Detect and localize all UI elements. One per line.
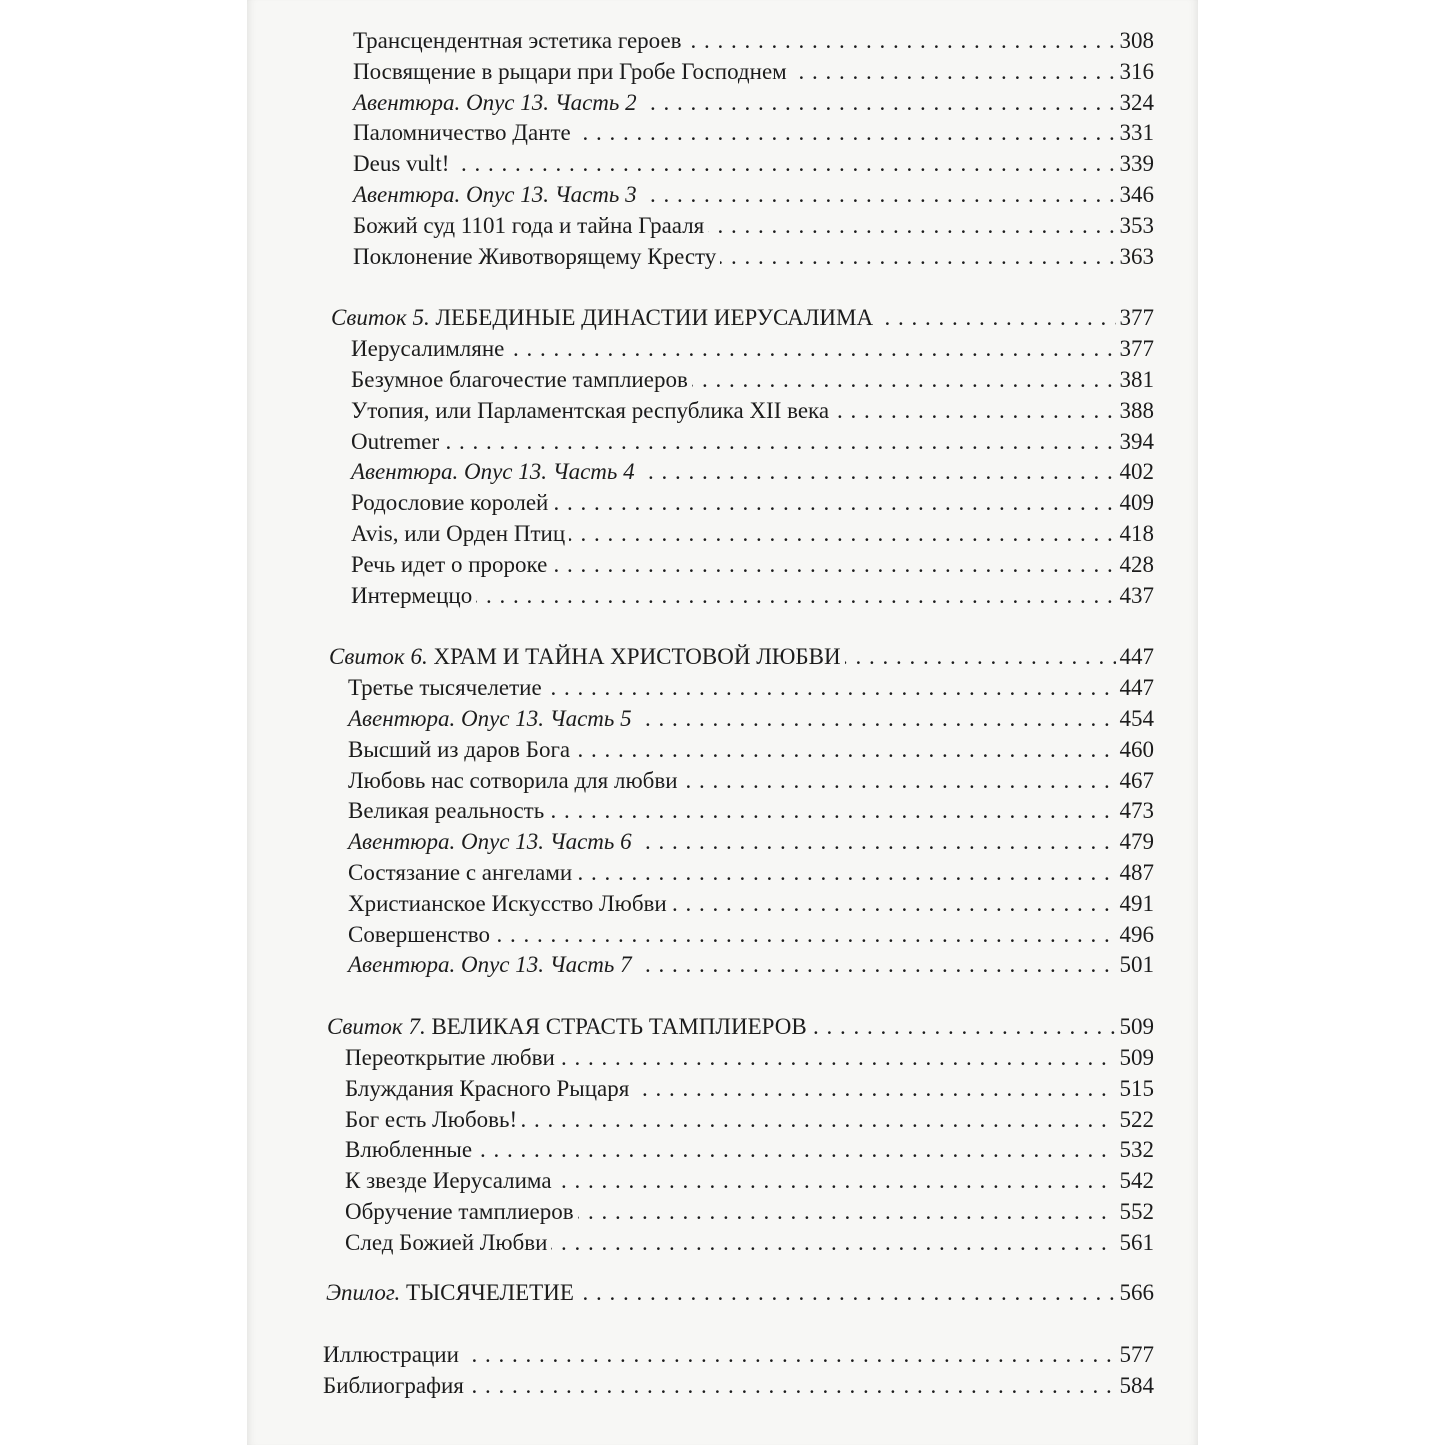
toc-entry-title: Avis, или Орден Птиц — [351, 521, 569, 546]
toc-entry[interactable] — [247, 735, 1198, 766]
toc-group-scroll-4-continued — [247, 26, 1198, 272]
toc-entry-title: Авентюра. Опус 13. Часть 7 — [348, 952, 636, 977]
page-number: 363 — [1116, 242, 1155, 273]
page-number: 509 — [1116, 1012, 1155, 1043]
toc-entry-title: Влюбленные — [345, 1137, 476, 1162]
toc-entry[interactable] — [247, 1074, 1198, 1105]
toc-entry-title: Обручение тамплиеров — [345, 1199, 578, 1224]
toc-entry-title: Бог есть Любовь! — [345, 1107, 521, 1132]
page-number: 447 — [1116, 673, 1155, 704]
toc-entry-title: Библиография — [323, 1373, 468, 1398]
toc-heading-scroll-5[interactable] — [247, 303, 1198, 334]
toc-entry-title: След Божией Любви — [345, 1230, 551, 1255]
toc-entry[interactable] — [247, 57, 1198, 88]
page-number: 308 — [1116, 26, 1155, 57]
book-page — [247, 0, 1198, 1445]
toc-heading-scroll-6[interactable] — [247, 642, 1198, 673]
scroll-title: ЛЕБЕДИНЫЕ ДИНАСТИИ ИЕРУСАЛИМА — [435, 305, 874, 331]
toc-entry-title: Трансцендентная эстетика героев — [353, 28, 686, 53]
page-number: 394 — [1116, 427, 1155, 458]
toc-entry-title: Высший из даров Бога — [348, 737, 574, 762]
page-number: 473 — [1116, 796, 1155, 827]
toc-entry[interactable] — [247, 180, 1198, 211]
epilogue-title: ТЫСЯЧЕЛЕТИЕ — [406, 1280, 574, 1306]
toc-entry[interactable] — [247, 149, 1198, 180]
toc-entry-title: Авентюра. Опус 13. Часть 4 — [351, 459, 639, 484]
toc-entry[interactable] — [247, 1043, 1198, 1074]
toc-entry-title: Состязание с ангелами — [348, 860, 576, 885]
toc-entry-title: Божий суд 1101 года и тайна Грааля — [353, 213, 708, 238]
toc-heading-scroll-7[interactable] — [247, 1012, 1198, 1043]
scroll-title: ВЕЛИКАЯ СТРАСТЬ ТАМПЛИЕРОВ — [431, 1014, 807, 1040]
toc-heading-epilogue[interactable] — [247, 1278, 1198, 1309]
page-number: 447 — [1116, 642, 1155, 673]
toc-entry[interactable] — [247, 26, 1198, 57]
page-number: 467 — [1116, 766, 1155, 797]
toc-entry-title: Любовь нас сотворила для любви — [348, 768, 682, 793]
toc-entry[interactable] — [247, 673, 1198, 704]
toc-entry[interactable] — [247, 858, 1198, 889]
toc-entry-title: Интермеццо — [351, 583, 476, 608]
page-number: 377 — [1116, 303, 1155, 334]
page-number: 501 — [1116, 950, 1155, 981]
toc-entry[interactable] — [247, 581, 1198, 612]
toc-entry[interactable] — [247, 550, 1198, 581]
toc-entry-title: Родословие королей — [351, 490, 552, 515]
page-number: 532 — [1116, 1135, 1155, 1166]
toc-entry[interactable] — [247, 365, 1198, 396]
toc-entry-title: Речь идет о пророке — [351, 552, 551, 577]
toc-entry[interactable] — [247, 704, 1198, 735]
page-number: 388 — [1116, 396, 1155, 427]
toc-entry-title: Блуждания Красного Рыцаря — [345, 1076, 633, 1101]
toc-entry[interactable] — [247, 211, 1198, 242]
toc-entry-title: Утопия, или Парламентская республика XII века — [351, 398, 833, 423]
toc-entry[interactable] — [247, 766, 1198, 797]
toc-entry-title: Паломничество Данте — [353, 120, 575, 145]
page-number: 566 — [1116, 1278, 1155, 1309]
toc-entry-title: Авентюра. Опус 13. Часть 6 — [348, 829, 636, 854]
toc-entry[interactable] — [247, 827, 1198, 858]
toc-entry-title: К звезде Иерусалима — [345, 1168, 556, 1193]
page-number: 437 — [1116, 581, 1155, 612]
toc-entry-title: Третье тысячелетие — [348, 675, 546, 700]
page-number: 515 — [1116, 1074, 1155, 1105]
epilogue-label: Эпилог. — [326, 1280, 401, 1306]
toc-entry[interactable] — [247, 457, 1198, 488]
page-number: 552 — [1116, 1197, 1155, 1228]
toc-group-scroll-5 — [247, 334, 1198, 611]
toc-entry[interactable] — [247, 488, 1198, 519]
toc-entry-title: Поклонение Животворящему Кресту — [353, 244, 720, 269]
toc-entry[interactable] — [247, 796, 1198, 827]
page-number: 487 — [1116, 858, 1155, 889]
toc-group-scroll-7 — [247, 1043, 1198, 1259]
toc-entry[interactable] — [247, 889, 1198, 920]
toc-entry[interactable] — [247, 118, 1198, 149]
page-number: 509 — [1116, 1043, 1155, 1074]
toc-entry-title: Авентюра. Опус 13. Часть 2 — [353, 90, 641, 115]
page-number: 479 — [1116, 827, 1155, 858]
scroll-title: ХРАМ И ТАЙНА ХРИСТОВОЙ ЛЮБВИ — [433, 644, 841, 670]
page-number: 577 — [1116, 1340, 1155, 1371]
toc-entry-title: Авентюра. Опус 13. Часть 5 — [348, 706, 636, 731]
toc-entry[interactable] — [247, 1371, 1198, 1402]
page-number: 418 — [1116, 519, 1155, 550]
toc-entry-title: Deus vult! — [353, 151, 453, 176]
toc-entry[interactable] — [247, 950, 1198, 981]
toc-entry-title: Иерусалимляне — [351, 336, 508, 361]
table-of-contents — [247, 26, 1198, 1402]
toc-entry[interactable] — [247, 519, 1198, 550]
toc-entry-title: Совершенство — [348, 922, 494, 947]
toc-entry-title: Великая реальность — [348, 798, 548, 823]
scroll-label: Свиток 7. — [327, 1014, 426, 1040]
page-number: 331 — [1116, 118, 1155, 149]
toc-entry[interactable] — [247, 920, 1198, 951]
toc-entry[interactable] — [247, 1340, 1198, 1371]
page-number: 324 — [1116, 88, 1155, 119]
toc-entry[interactable] — [247, 427, 1198, 458]
toc-entry-title: Авентюра. Опус 13. Часть 3 — [353, 182, 641, 207]
toc-entry[interactable] — [247, 1135, 1198, 1166]
scroll-label: Свиток 5. — [331, 305, 430, 331]
toc-entry-title: Переоткрытие любви — [345, 1045, 559, 1070]
page-number: 381 — [1116, 365, 1155, 396]
page-number: 496 — [1116, 920, 1155, 951]
page-number: 353 — [1116, 211, 1155, 242]
page-number: 339 — [1116, 149, 1155, 180]
toc-entry[interactable] — [247, 1105, 1198, 1136]
page-number: 561 — [1116, 1228, 1155, 1259]
toc-entry[interactable] — [247, 88, 1198, 119]
page-number: 491 — [1116, 889, 1155, 920]
toc-entry-title: Иллюстрации — [323, 1342, 463, 1367]
toc-entry[interactable] — [247, 1166, 1198, 1197]
page-number: 460 — [1116, 735, 1155, 766]
page-number: 377 — [1116, 334, 1155, 365]
toc-group-scroll-6 — [247, 673, 1198, 981]
page-number: 346 — [1116, 180, 1155, 211]
page-number: 409 — [1116, 488, 1155, 519]
toc-entry[interactable] — [247, 334, 1198, 365]
toc-entry[interactable] — [247, 1228, 1198, 1259]
toc-entry[interactable] — [247, 1197, 1198, 1228]
toc-entry-title: Безумное благочестие тамплиеров — [351, 367, 692, 392]
toc-entry-title: Outremer — [351, 429, 443, 454]
page-number: 522 — [1116, 1105, 1155, 1136]
page-number: 428 — [1116, 550, 1155, 581]
scroll-label: Свиток 6. — [329, 644, 428, 670]
toc-entry-title: Посвящение в рыцари при Гробе Господнем — [353, 59, 791, 84]
page-number: 584 — [1116, 1371, 1155, 1402]
page-number: 454 — [1116, 704, 1155, 735]
toc-group-back-matter — [247, 1340, 1198, 1402]
toc-entry[interactable] — [247, 396, 1198, 427]
toc-entry[interactable] — [247, 242, 1198, 273]
page-number: 542 — [1116, 1166, 1155, 1197]
toc-entry-title: Христианское Искусство Любви — [348, 891, 671, 916]
page-number: 402 — [1116, 457, 1155, 488]
page-number: 316 — [1116, 57, 1155, 88]
